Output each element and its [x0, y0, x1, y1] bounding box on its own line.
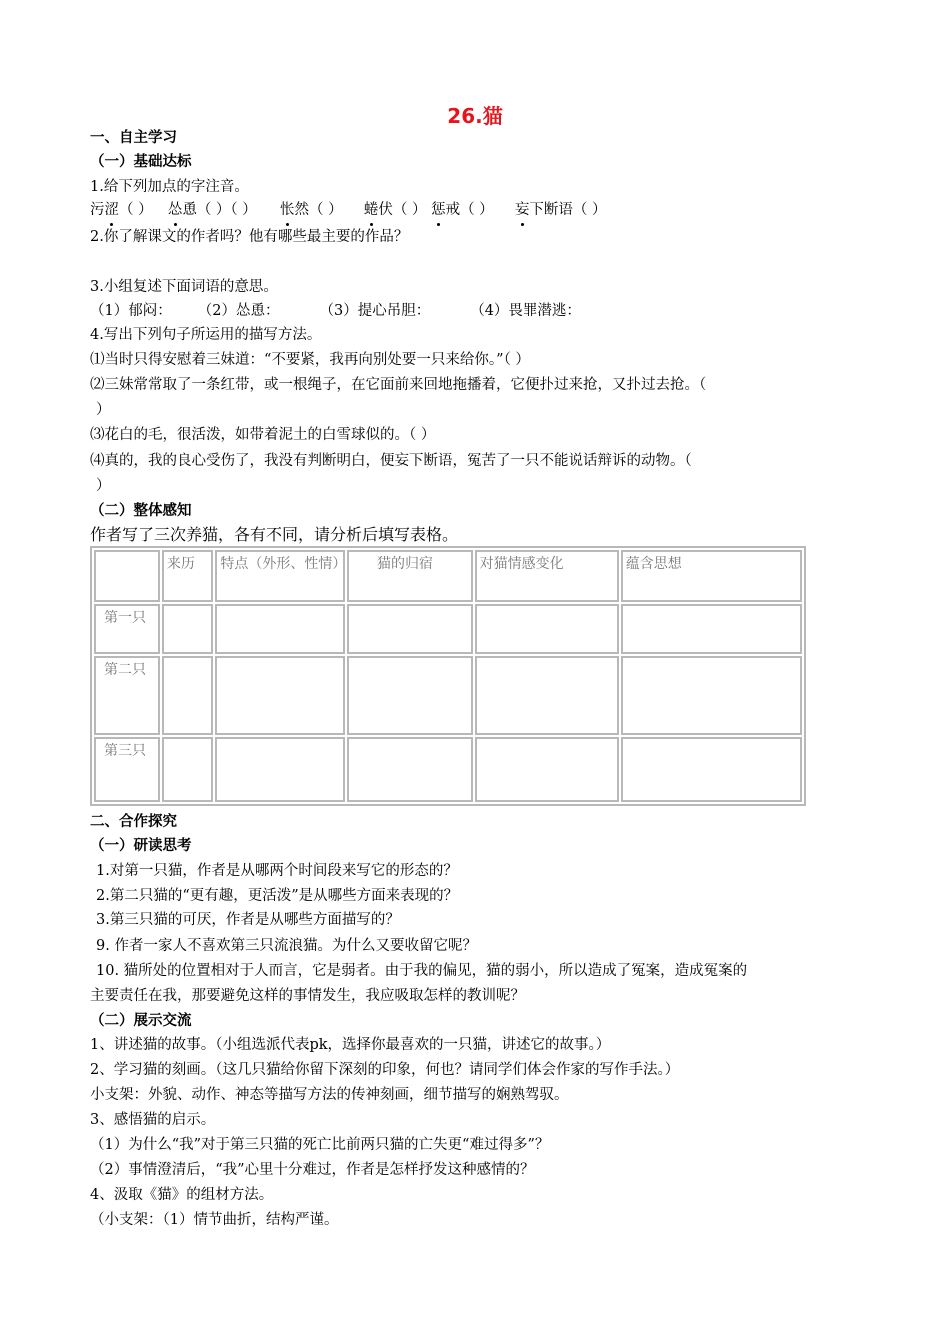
answer-cell[interactable]	[347, 737, 473, 802]
question-4-sentence-4-end: ）	[96, 478, 111, 494]
question-4-sentence-4: ⑷真的，我的良心受伤了，我没有判断明白，便妄下断语，冤苦了一只不能说话辩诉的动物。（	[90, 453, 692, 469]
question-4-sentence-3: ⑶花白的毛，很活泼，如带着泥土的白雪球似的。（ ）	[90, 427, 436, 443]
pinyin-item: 污涩（ ）	[90, 202, 153, 218]
table-header-cell: 蕴含思想	[621, 550, 802, 602]
table-row-label: 第三只	[94, 737, 160, 802]
answer-cell[interactable]	[475, 737, 619, 802]
question-3-prompt: 3.小组复述下面词语的意思。	[90, 279, 278, 295]
answer-cell[interactable]	[475, 604, 619, 654]
answer-cell[interactable]	[621, 737, 802, 802]
presentation-line: 3、感悟猫的启示。	[90, 1112, 216, 1128]
pinyin-word-row	[90, 200, 607, 220]
table-row	[94, 737, 802, 802]
question-4-sentence-2: ⑵三妹常常取了一条红带，或一根绳子，在它面前来回地拖播着，它便扑过来抢，又扑过去抢。（	[90, 377, 707, 393]
table-header-row	[94, 550, 802, 602]
answer-cell[interactable]	[162, 656, 213, 735]
table-header-cell: 猫的归宿	[347, 550, 473, 602]
table-row	[94, 656, 802, 735]
subheading-study: （一）研读思考	[90, 838, 192, 854]
question-2: 2.你了解课文的作者吗？他有哪些最主要的作品？	[90, 229, 409, 245]
question-4-sentence-2-end: ）	[96, 402, 111, 418]
pinyin-item: 怅然（ ）	[280, 202, 343, 218]
term-item: （2）怂恿：	[197, 303, 280, 319]
presentation-line: （1）为什么“我”对于第三只猫的死亡比前两只猫的亡失更“难过得多”？	[90, 1137, 550, 1153]
table-header-cell: 来历	[162, 550, 213, 602]
study-question-10-cont: 主要责任在我，那要避免这样的事情发生，我应吸取怎样的教训呢？	[90, 988, 525, 1004]
answer-cell[interactable]	[621, 656, 802, 735]
answer-cell[interactable]	[347, 656, 473, 735]
question-3-items	[90, 301, 581, 321]
question-4-prompt: 4.写出下列句子所运用的描写方法。	[90, 327, 322, 343]
answer-cell[interactable]	[347, 604, 473, 654]
pinyin-item: 怂恿（ ）（ ）	[167, 202, 257, 218]
subheading-basics: （一）基础达标	[90, 154, 192, 170]
table-row	[94, 604, 802, 654]
pinyin-item: 惩戒（ ）	[431, 202, 494, 218]
study-question: 1.对第一只猫，作者是从哪两个时间段来写它的形态的？	[96, 863, 458, 879]
presentation-line: 1、讲述猫的故事。（小组选派代表pk，选择你最喜欢的一只猫，讲述它的故事。）	[90, 1037, 611, 1053]
term-item: （4）畏罪潜逃：	[470, 303, 581, 319]
cat-comparison-table	[90, 546, 806, 806]
presentation-line: （2）事情澄清后，“我”心里十分难过，作者是怎样抒发这种感情的？	[90, 1162, 535, 1178]
section-heading-cooperative: 二、合作探究	[90, 814, 177, 830]
presentation-line: 2、学习猫的刻画。（这几只猫给你留下深刻的印象，何也？请同学们体会作家的写作手法。）	[90, 1062, 680, 1078]
pinyin-item: 妄下断语（ ）	[514, 202, 607, 218]
answer-cell[interactable]	[162, 604, 213, 654]
table-intro: 作者写了三次养猫，各有不同，请分析后填写表格。	[90, 525, 459, 544]
table-header-cell: 特点（外形、性情）	[215, 550, 345, 602]
study-question: 2.第二只猫的“更有趣，更活泼”是从哪些方面来表现的？	[96, 888, 459, 904]
presentation-line: （小支架：（1）情节曲折，结构严谨。	[90, 1212, 339, 1228]
term-item: （3）提心吊胆：	[319, 303, 431, 319]
section-heading-self-study: 一、自主学习	[90, 130, 177, 146]
page-title: 26.猫	[447, 104, 503, 128]
term-item: （1）郁闷：	[90, 303, 172, 319]
answer-cell[interactable]	[621, 604, 802, 654]
answer-cell[interactable]	[475, 656, 619, 735]
subheading-presentation: （二）展示交流	[90, 1013, 192, 1029]
subheading-overview: （二）整体感知	[90, 503, 192, 519]
answer-cell[interactable]	[215, 656, 345, 735]
question-4-sentence-1: ⑴当时只得安慰着三妹道：“不要紧，我再向别处要一只来给你。”（ ）	[90, 352, 530, 368]
answer-cell[interactable]	[162, 737, 213, 802]
study-question-10: 10. 猫所处的位置相对于人而言，它是弱者。由于我的偏见，猫的弱小，所以造成了冤案，造成冤案的	[96, 963, 748, 979]
presentation-line: 4、汲取《猫》的组材方法。	[90, 1187, 274, 1203]
study-question: 9. 作者一家人不喜欢第三只流浪猫。为什么又要收留它呢？	[96, 938, 477, 954]
pinyin-item: 蜷伏（ ）	[363, 202, 427, 218]
table-header-cell: 对猫情感变化	[475, 550, 619, 602]
presentation-line: 小支架：外貌、动作、神态等描写方法的传神刻画，细节描写的娴熟驾驭。	[90, 1087, 569, 1103]
answer-cell[interactable]	[215, 604, 345, 654]
table-row-label: 第二只	[94, 656, 160, 735]
table-header-cell	[94, 550, 160, 602]
study-question: 3.第三只猫的可厌，作者是从哪些方面描写的？	[96, 912, 400, 928]
table-row-label: 第一只	[94, 604, 160, 654]
question-1-prompt: 1.给下列加点的字注音。	[90, 179, 249, 195]
answer-cell[interactable]	[215, 737, 345, 802]
